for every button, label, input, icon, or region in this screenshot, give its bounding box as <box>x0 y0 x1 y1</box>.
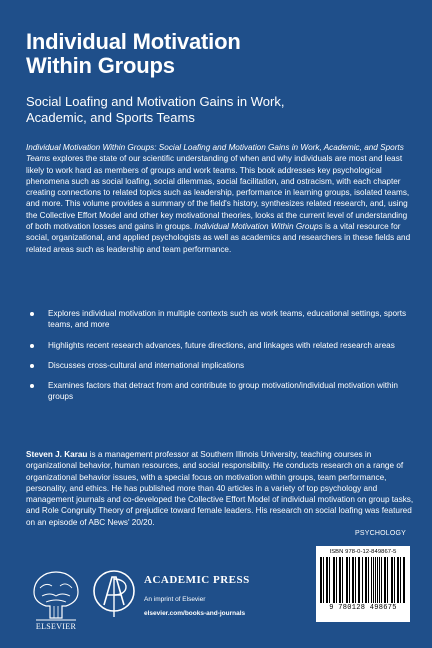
barcode-bar <box>323 557 324 603</box>
barcode-bar <box>359 557 360 603</box>
barcode-bar <box>387 557 388 603</box>
isbn-barcode <box>316 546 410 622</box>
barcode-bar <box>334 557 335 603</box>
description-part-2: is a vital resource for social, organizational, and applied psychologists as well as academics and researchers in these fields and related areas such as leadership and team performance. <box>26 222 411 254</box>
list-item: Highlights recent research advances, future directions, and linkages with related research areas <box>26 340 416 351</box>
book-subtitle <box>26 94 416 126</box>
title-line-2: Within Groups <box>26 53 175 78</box>
description-book-title-short: Individual Motivation Within Groups <box>194 222 323 232</box>
author-bio <box>26 449 414 528</box>
barcode-bar <box>394 557 395 603</box>
title-line-1: Individual Motivation <box>26 29 241 54</box>
list-item: Explores individual motivation in multiple contexts such as work teams, educational settings, sports teams, and more <box>26 308 416 331</box>
barcode-bar <box>368 557 369 603</box>
barcode-bars <box>320 557 406 603</box>
list-item: Examines factors that detract from and contribute to group motivation/individual motivation within groups <box>26 380 416 403</box>
elsevier-tree-icon <box>26 562 86 630</box>
feature-list <box>26 308 416 412</box>
barcode-bar <box>340 557 341 603</box>
barcode-bar <box>400 557 401 603</box>
description-part-1: explores the state of our scientific understanding of when and why individuals are most and least likely to work hard as members of groups and work teams. This book addresses key psychological phenomena such as social loafing, social dilemmas, social facilitation, and ostracism, with each chapter creating connections to related topics such as leadership, performance in learning groups, isolated teams, and more. This volume provides a summary of the field's history, synthesizes related research, and, using the Collective Effort Model and other key motivational theories, looks at the current level of understanding of both motivation losses and gains in groups. <box>26 154 410 232</box>
isbn-label: ISBN 978-0-12-849867-5 <box>329 549 397 555</box>
description-book-title: Individual Motivation Within Groups: Social Loafing and Motivation Gains in Work, Academic, and Sports Teams <box>26 143 404 164</box>
subtitle-line-2: Academic, and Sports Teams <box>26 110 195 125</box>
barcode-bar <box>355 557 356 603</box>
publisher-name: ACADEMIC PRESS <box>144 574 250 586</box>
author-bio-text: is a management professor at Southern Illinois University, teaching courses in organizational behavior, human resources, and social responsibility. He conducts research on a range of organizational behavior issues, with a special focus on motivation within groups, team performance, personality, and ethics. He has published more than 40 articles in a variety of top psychology and management journals and co-developed the Collective Effort Model of individual motivation on group tasks, and Role Congruity Theory of prejudice toward female leaders. His research on social loafing was featured on an episode of ABC News' 20/20. <box>26 450 414 527</box>
barcode-bar <box>329 557 330 603</box>
elsevier-wordmark: ELSEVIER <box>35 622 77 631</box>
barcode-number: 9 780128 498675 <box>329 604 397 612</box>
list-item: Discusses cross-cultural and international implications <box>26 360 416 371</box>
book-title <box>26 30 416 78</box>
book-description <box>26 142 414 255</box>
publisher-imprint: An imprint of Elsevier <box>144 596 206 603</box>
category-label: PSYCHOLOGY <box>354 530 406 537</box>
author-name: Steven J. Karau <box>26 450 88 459</box>
barcode-bar <box>342 557 343 603</box>
barcode-bar <box>349 557 350 603</box>
subtitle-line-1: Social Loafing and Motivation Gains in Work, <box>26 94 285 109</box>
academic-press-logo-icon <box>92 565 136 623</box>
publisher-url[interactable]: elsevier.com/books-and-journals <box>144 610 246 617</box>
